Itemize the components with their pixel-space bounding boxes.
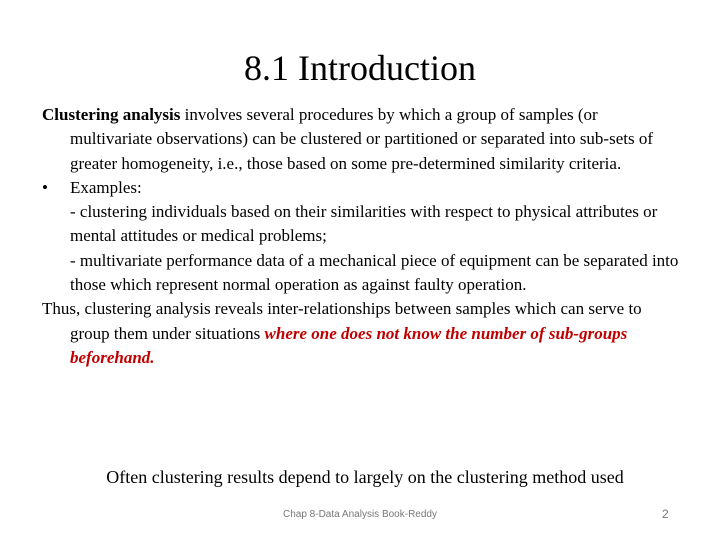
thus-highlight: where one does not know the number of sub-groups beforehand. — [70, 323, 628, 367]
intro-text: involves several procedures by which a group of samples (or multivariate observations) can be clustered or partitioned or separated into sub-sets of greater homogeneity, i.e., those based on some pre-determined similarity criteria. — [70, 105, 654, 173]
examples-label: Examples: — [70, 177, 142, 197]
intro-paragraph — [42, 103, 682, 176]
examples-bullet — [42, 176, 682, 200]
footer-source: Chap 8-Data Analysis Book-Reddy — [283, 509, 437, 520]
slide-title: 8.1 Introduction — [244, 48, 476, 88]
closing-note: Often clustering results depend to largely on the clustering method used — [106, 467, 624, 487]
thus-text: Thus, clustering analysis reveals inter-relationships between samples which can serve to group them under situations — [42, 299, 642, 343]
page-number: 2 — [662, 507, 669, 521]
example-item-2: - multivariate performance data of a mechanical piece of equipment can be separated into those which represent normal operation as against faulty operation. — [70, 250, 679, 295]
bullet-icon: • — [42, 177, 48, 197]
thus-paragraph — [42, 297, 682, 370]
intro-bold-term: Clustering analysis — [42, 105, 181, 124]
example-item-1: - clustering individuals based on their similarities with respect to physical attributes or mental attitudes or medical problems; — [70, 202, 658, 246]
slide-body — [42, 103, 682, 370]
